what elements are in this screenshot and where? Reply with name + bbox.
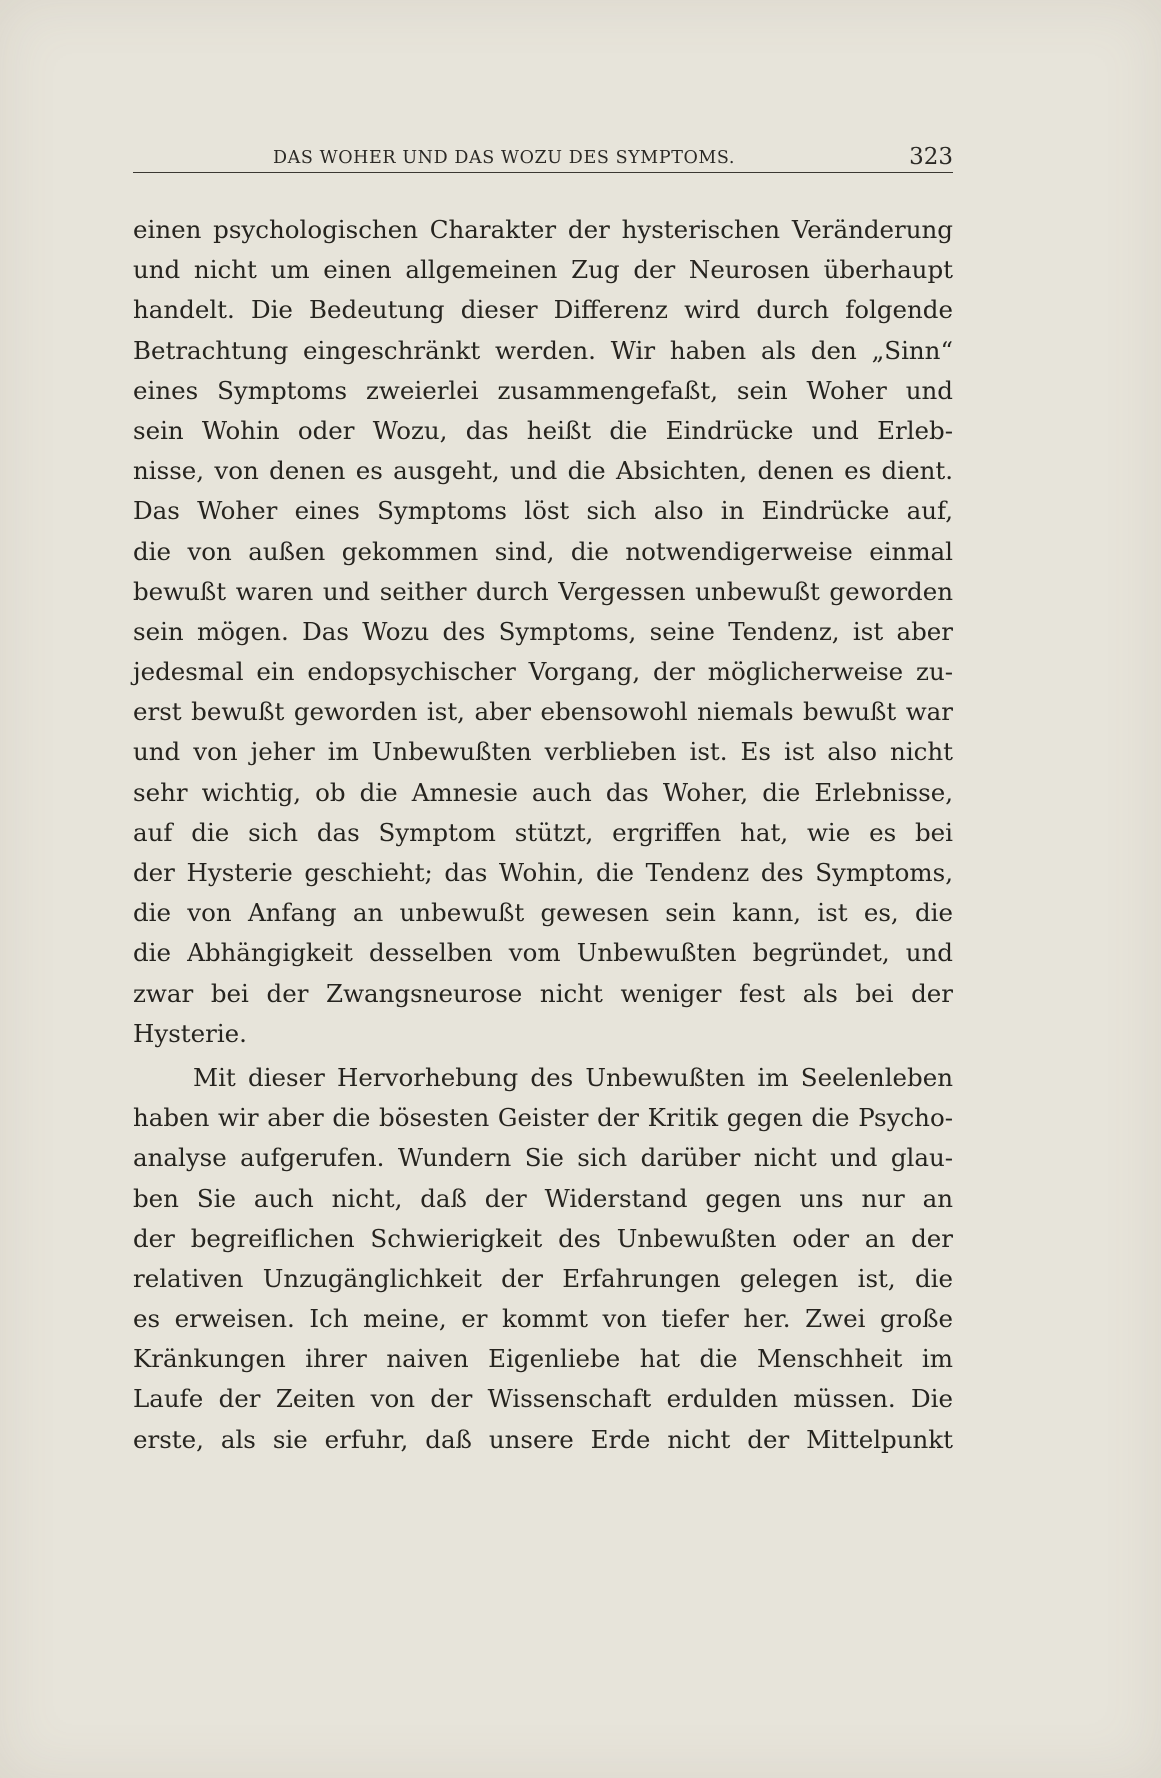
text-line: die Abhängigkeit desselben vom Unbewußten begründet, und xyxy=(133,938,953,968)
text-line: Das Woher eines Symptoms löst sich also in Eindrücke auf, xyxy=(133,496,953,526)
page-number: 323 xyxy=(909,144,953,170)
text-line: Betrachtung eingeschränkt werden. Wir haben als den „Sinn“ xyxy=(133,335,953,365)
text-line: auf die sich das Symptom stützt, ergriffen hat, wie es bei xyxy=(133,817,953,847)
text-line: erst bewußt geworden ist, aber ebensowohl niemals bewußt war xyxy=(133,697,953,727)
paragraph-1 xyxy=(133,210,953,1054)
text-line: bewußt waren und seither durch Vergessen unbewußt geworden xyxy=(133,576,953,606)
text-line: es erweisen. Ich meine, er kommt von tiefer her. Zwei große xyxy=(133,1304,953,1334)
text-line: eines Symptoms zweierlei zusammengefaßt, sein Woher und xyxy=(133,375,953,405)
text-line: analyse aufgerufen. Wundern Sie sich darüber nicht und glau- xyxy=(133,1143,953,1173)
text-line: Laufe der Zeiten von der Wissenschaft erdulden müssen. Die xyxy=(133,1384,953,1414)
text-line: handelt. Die Bedeutung dieser Differenz wird durch folgende xyxy=(133,295,953,325)
text-line: ben Sie auch nicht, daß der Widerstand gegen uns nur an xyxy=(133,1183,953,1213)
running-head: DAS WOHER UND DAS WOZU DES SYMPTOMS. xyxy=(273,148,736,168)
text-line: nisse, von denen es ausgeht, und die Absichten, denen es dient. xyxy=(133,456,953,486)
text-line: sein mögen. Das Wozu des Symptoms, seine Tendenz, ist aber xyxy=(133,616,953,646)
text-line: und von jeher im Unbewußten verblieben ist. Es ist also nicht xyxy=(133,737,953,767)
text-line: erste, als sie erfuhr, daß unsere Erde nicht der Mittelpunkt xyxy=(133,1424,953,1454)
text-line: die von Anfang an unbewußt gewesen sein kann, ist es, die xyxy=(133,898,953,928)
text-line: relativen Unzugänglichkeit der Erfahrungen gelegen ist, die xyxy=(133,1263,953,1293)
text-line: Mit dieser Hervorhebung des Unbewußten im Seelenleben xyxy=(193,1062,953,1092)
text-line: zwar bei der Zwangsneurose nicht weniger fest als bei der xyxy=(133,978,953,1008)
text-line: haben wir aber die bösesten Geister der Kritik gegen die Psycho- xyxy=(133,1103,953,1133)
body-text xyxy=(133,210,953,1460)
text-line: sein Wohin oder Wozu, das heißt die Eindrücke und Erleb- xyxy=(133,415,953,445)
text-line: einen psychologischen Charakter der hysterischen Veränderung xyxy=(133,215,953,244)
header-rule xyxy=(133,172,953,173)
text-line: Kränkungen ihrer naiven Eigenliebe hat die Menschheit im xyxy=(133,1344,953,1374)
text-line: und nicht um einen allgemeinen Zug der Neurosen überhaupt xyxy=(133,255,953,285)
text-line: Hysterie. xyxy=(133,1018,247,1048)
text-line: die von außen gekommen sind, die notwendigerweise einmal xyxy=(133,536,953,566)
text-line: der begreiflichen Schwierigkeit des Unbewußten oder an der xyxy=(133,1223,953,1253)
page-header xyxy=(133,142,953,176)
text-line: jedesmal ein endopsychischer Vorgang, der möglicherweise zu- xyxy=(133,657,953,687)
paragraph-2 xyxy=(133,1058,953,1460)
text-line: der Hysterie geschieht; das Wohin, die Tendenz des Symptoms, xyxy=(133,858,953,887)
text-line: sehr wichtig, ob die Amnesie auch das Woher, die Erlebnisse, xyxy=(133,777,953,807)
